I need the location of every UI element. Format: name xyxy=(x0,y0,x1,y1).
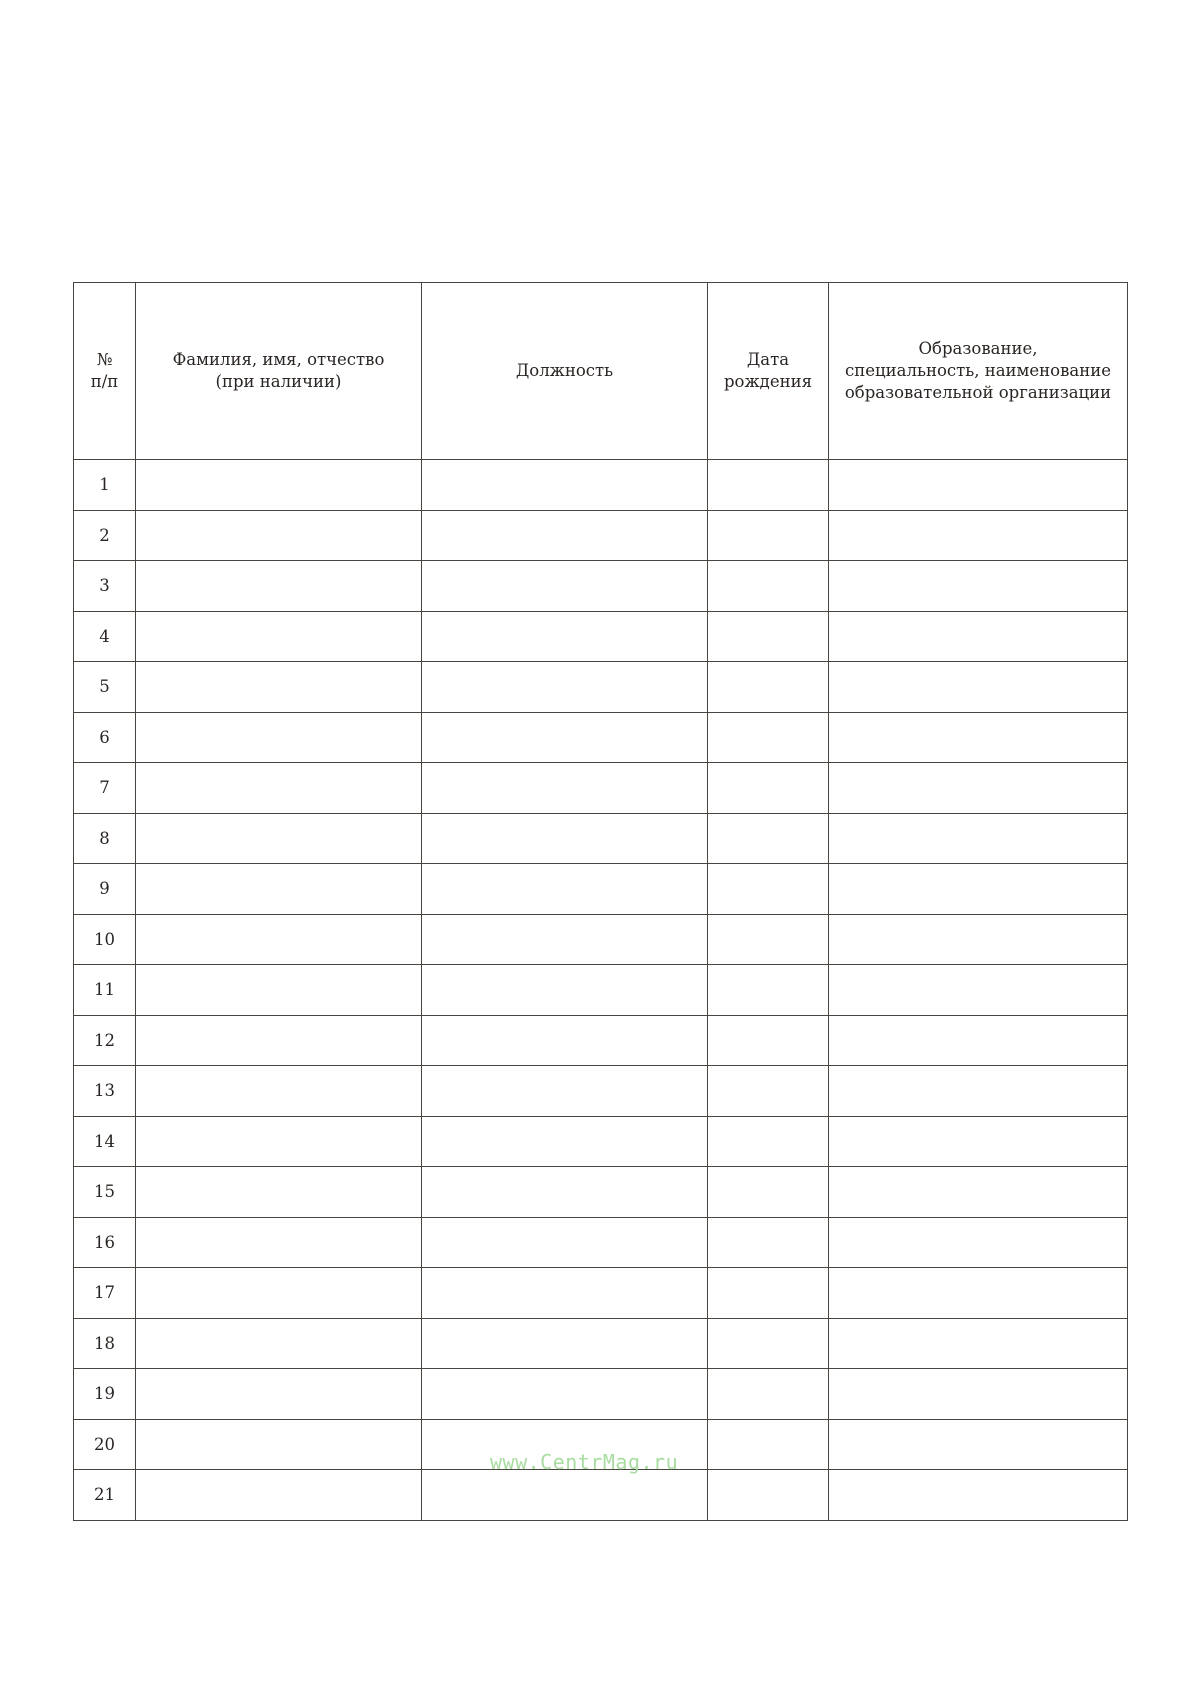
birth-date-cell[interactable] xyxy=(708,1167,829,1218)
row-number: 20 xyxy=(74,1419,136,1470)
birth-date-cell[interactable] xyxy=(708,1217,829,1268)
full-name-cell[interactable] xyxy=(136,1066,422,1117)
table-row xyxy=(74,712,1128,763)
table-row xyxy=(74,611,1128,662)
row-number: 8 xyxy=(74,813,136,864)
birth-date-cell[interactable] xyxy=(708,1318,829,1369)
full-name-cell[interactable] xyxy=(136,561,422,612)
education-cell[interactable] xyxy=(829,1268,1128,1319)
full-name-cell[interactable] xyxy=(136,1116,422,1167)
table-body xyxy=(74,460,1128,1521)
row-number: 10 xyxy=(74,914,136,965)
table-row xyxy=(74,662,1128,713)
education-cell[interactable] xyxy=(829,1470,1128,1521)
position-cell[interactable] xyxy=(422,1116,708,1167)
row-number: 17 xyxy=(74,1268,136,1319)
row-number: 4 xyxy=(74,611,136,662)
position-cell[interactable] xyxy=(422,460,708,511)
position-cell[interactable] xyxy=(422,1217,708,1268)
position-cell[interactable] xyxy=(422,813,708,864)
birth-date-cell[interactable] xyxy=(708,1419,829,1470)
education-cell[interactable] xyxy=(829,1318,1128,1369)
row-number: 1 xyxy=(74,460,136,511)
row-number: 11 xyxy=(74,965,136,1016)
header-birth-date: Дата рождения xyxy=(708,283,829,460)
birth-date-cell[interactable] xyxy=(708,914,829,965)
birth-date-cell[interactable] xyxy=(708,662,829,713)
birth-date-cell[interactable] xyxy=(708,510,829,561)
row-number: 6 xyxy=(74,712,136,763)
position-cell[interactable] xyxy=(422,1470,708,1521)
row-number: 14 xyxy=(74,1116,136,1167)
row-number: 13 xyxy=(74,1066,136,1117)
table-header-row xyxy=(74,283,1128,460)
table-row xyxy=(74,1217,1128,1268)
birth-date-cell[interactable] xyxy=(708,1470,829,1521)
birth-date-cell[interactable] xyxy=(708,1369,829,1420)
education-cell[interactable] xyxy=(829,1167,1128,1218)
full-name-cell[interactable] xyxy=(136,965,422,1016)
table-row xyxy=(74,1015,1128,1066)
position-cell[interactable] xyxy=(422,1066,708,1117)
position-cell[interactable] xyxy=(422,561,708,612)
watermark-text: www.CentrMag.ru xyxy=(490,1450,679,1474)
birth-date-cell[interactable] xyxy=(708,611,829,662)
position-cell[interactable] xyxy=(422,965,708,1016)
full-name-cell[interactable] xyxy=(136,662,422,713)
position-cell[interactable] xyxy=(422,611,708,662)
full-name-cell[interactable] xyxy=(136,914,422,965)
education-cell[interactable] xyxy=(829,460,1128,511)
row-number: 7 xyxy=(74,763,136,814)
position-cell[interactable] xyxy=(422,662,708,713)
position-cell[interactable] xyxy=(422,510,708,561)
education-cell[interactable] xyxy=(829,611,1128,662)
table-row xyxy=(74,965,1128,1016)
position-cell[interactable] xyxy=(422,1167,708,1218)
row-number: 12 xyxy=(74,1015,136,1066)
education-cell[interactable] xyxy=(829,1369,1128,1420)
birth-date-cell[interactable] xyxy=(708,1268,829,1319)
position-cell[interactable] xyxy=(422,914,708,965)
full-name-cell[interactable] xyxy=(136,1268,422,1319)
table-row xyxy=(74,1116,1128,1167)
full-name-cell[interactable] xyxy=(136,1470,422,1521)
birth-date-cell[interactable] xyxy=(708,965,829,1016)
full-name-cell[interactable] xyxy=(136,712,422,763)
row-number: 9 xyxy=(74,864,136,915)
education-cell[interactable] xyxy=(829,1066,1128,1117)
education-cell[interactable] xyxy=(829,712,1128,763)
full-name-cell[interactable] xyxy=(136,1015,422,1066)
table-row xyxy=(74,1167,1128,1218)
header-position: Должность xyxy=(422,283,708,460)
education-cell[interactable] xyxy=(829,864,1128,915)
row-number: 19 xyxy=(74,1369,136,1420)
position-cell[interactable] xyxy=(422,712,708,763)
full-name-cell[interactable] xyxy=(136,510,422,561)
birth-date-cell[interactable] xyxy=(708,1116,829,1167)
header-education: Образование, специальность, наименование образовательной организации xyxy=(829,283,1128,460)
table-row xyxy=(74,1470,1128,1521)
table-row xyxy=(74,510,1128,561)
position-cell[interactable] xyxy=(422,1369,708,1420)
table-row xyxy=(74,813,1128,864)
birth-date-cell[interactable] xyxy=(708,864,829,915)
row-number: 3 xyxy=(74,561,136,612)
birth-date-cell[interactable] xyxy=(708,561,829,612)
full-name-cell[interactable] xyxy=(136,1369,422,1420)
position-cell[interactable] xyxy=(422,1268,708,1319)
table-row xyxy=(74,1369,1128,1420)
table-row xyxy=(74,914,1128,965)
education-cell[interactable] xyxy=(829,1217,1128,1268)
education-cell[interactable] xyxy=(829,914,1128,965)
position-cell[interactable] xyxy=(422,1015,708,1066)
row-number: 16 xyxy=(74,1217,136,1268)
education-cell[interactable] xyxy=(829,561,1128,612)
full-name-cell[interactable] xyxy=(136,1167,422,1218)
row-number: 21 xyxy=(74,1470,136,1521)
education-cell[interactable] xyxy=(829,1015,1128,1066)
education-cell[interactable] xyxy=(829,662,1128,713)
education-cell[interactable] xyxy=(829,763,1128,814)
table-row xyxy=(74,1318,1128,1369)
birth-date-cell[interactable] xyxy=(708,1066,829,1117)
position-cell[interactable] xyxy=(422,864,708,915)
full-name-cell[interactable] xyxy=(136,763,422,814)
row-number: 15 xyxy=(74,1167,136,1218)
full-name-cell[interactable] xyxy=(136,460,422,511)
position-cell[interactable] xyxy=(422,1318,708,1369)
staff-list-table xyxy=(73,282,1128,1521)
education-cell[interactable] xyxy=(829,1116,1128,1167)
full-name-cell[interactable] xyxy=(136,813,422,864)
table-row xyxy=(74,864,1128,915)
education-cell[interactable] xyxy=(829,965,1128,1016)
row-number: 18 xyxy=(74,1318,136,1369)
position-cell[interactable] xyxy=(422,763,708,814)
row-number: 2 xyxy=(74,510,136,561)
table-row xyxy=(74,1066,1128,1117)
full-name-cell[interactable] xyxy=(136,1217,422,1268)
table-row xyxy=(74,561,1128,612)
education-cell[interactable] xyxy=(829,510,1128,561)
education-cell[interactable] xyxy=(829,1419,1128,1470)
full-name-cell[interactable] xyxy=(136,864,422,915)
header-full-name: Фамилия, имя, отчество (при наличии) xyxy=(136,283,422,460)
table-row xyxy=(74,460,1128,511)
birth-date-cell[interactable] xyxy=(708,712,829,763)
education-cell[interactable] xyxy=(829,813,1128,864)
full-name-cell[interactable] xyxy=(136,611,422,662)
full-name-cell[interactable] xyxy=(136,1419,422,1470)
birth-date-cell[interactable] xyxy=(708,813,829,864)
birth-date-cell[interactable] xyxy=(708,763,829,814)
birth-date-cell[interactable] xyxy=(708,1015,829,1066)
birth-date-cell[interactable] xyxy=(708,460,829,511)
header-number: № п/п xyxy=(74,283,136,460)
full-name-cell[interactable] xyxy=(136,1318,422,1369)
table-row xyxy=(74,1268,1128,1319)
table-row xyxy=(74,763,1128,814)
row-number: 5 xyxy=(74,662,136,713)
